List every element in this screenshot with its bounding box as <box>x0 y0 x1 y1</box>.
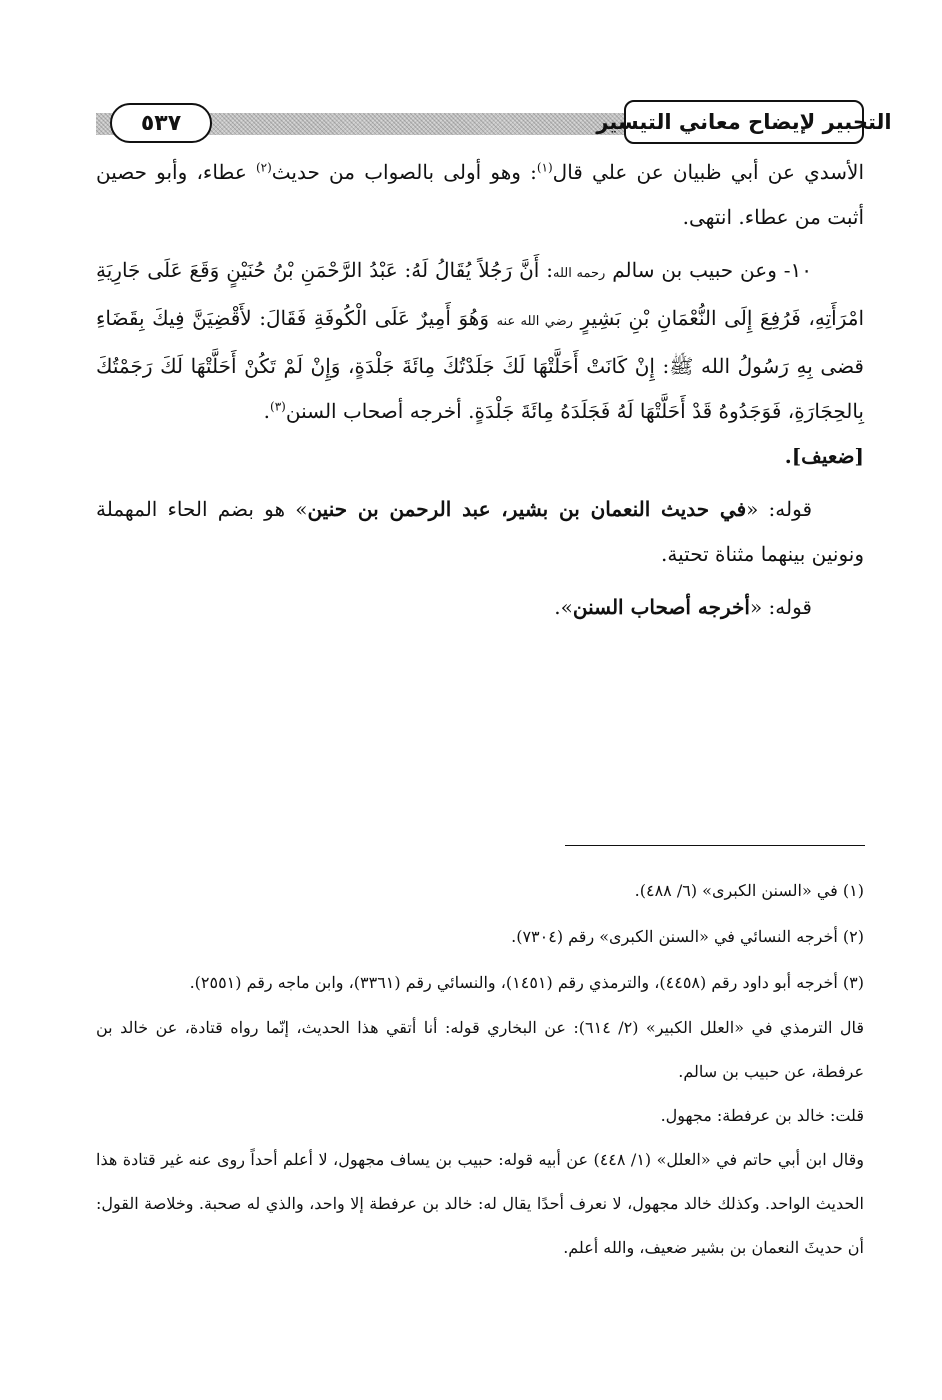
honorific-radiallahuanhu: رضي الله عنه <box>496 314 573 329</box>
continuation-text-1: الأسدي عن أبي ظبيان عن علي قال <box>552 160 865 184</box>
hadith-end: . <box>263 399 271 423</box>
page-header <box>96 100 892 148</box>
honorific-rahimahullah: رحمه الله <box>552 266 606 281</box>
commentary-paragraph-2 <box>96 585 864 630</box>
honorific-salawat: ﷺ <box>669 354 694 378</box>
main-text <box>96 150 864 630</box>
commentary-1-prefix: قوله: « <box>746 497 812 521</box>
hadith-text-2: وَهُوَ أَمِيرٌ عَلَى الْكُوفَةِ فَقَالَ: لأَقْضِيَنَّ فِيكَ بِقَضَاءِ قضى بِهِ رَسُولُ الله <box>96 306 864 378</box>
hadith-text-3: : إِنْ كَانَتْ أَحَلَّتْهَا لَكَ جَلَدْتُكَ مِائَةَ جَلْدَةٍ، وَإِنْ لَمْ تَكُنْ أَحَلَّتْهَا لَكَ رَجَمْتُكَ بِالحِجَارَةِ، فَوَجَدُوهُ قَدْ أَحَلَّتْهَا لَهُ فَجَلَدَهُ مِائَةَ جَلْدَةٍ. أخرجه أصحاب السنن <box>96 354 864 423</box>
footnotes <box>96 868 864 1270</box>
hadith-text-1: : أَنَّ رَجُلاً يُقَالُ لَهُ: عَبْدُ الرَّحْمَنِ بْنُ حُنَيْنٍ وَقَعَ عَلَى جَارِيَةِ امْرَأَتِهِ، فَرُفِعَ إِلَى النُّعْمَانِ بْنِ بَشِيرٍ <box>96 258 864 330</box>
footnote-1: (١) في «السنن الكبرى» (٦/ ٤٨٨). <box>634 881 864 900</box>
footnote-3-ibn-abi-hatim-note: وقال ابن أبي حاتم في «العلل» (١/ ٤٤٨) عن أبيه قوله: حبيب بن يساف مجهول، لا أعلم أحداً روى عنه غير قتادة هذا الحديث الواحد. وكذلك خالد مجهول، لا نعرف أحدًا يقال له: خالد بن عرفطة إلا واحد، والذي له صحبة. وخلاصة القول: أن حديثَ النعمان بن بشير ضعيف، والله أعلم. <box>96 1150 864 1257</box>
hadith-paragraph <box>96 248 864 434</box>
footnote-ref-2[interactable]: (٢) <box>255 160 272 175</box>
footnote-3-tirmidhi-note: قال الترمذي في «العلل الكبير» (٢/ ٦١٤): عن البخاري قوله: أنا أتقي هذا الحديث، إنّما رواه قتادة، عن خالد بن عرفطة، عن حبيب بن سالم. <box>96 1018 864 1081</box>
footnote-separator <box>565 845 865 846</box>
footnote-3-author-note: قلت: خالد بن عرفطة: مجهول. <box>660 1106 864 1125</box>
footnote-ref-1[interactable]: (١) <box>536 160 553 175</box>
book-title: التحبير لإيضاح معاني التيسير <box>624 100 864 144</box>
footnote-2: (٢) أخرجه النسائي في «السنن الكبرى» رقم (٧٣٠٤). <box>511 927 864 946</box>
commentary-paragraph-1 <box>96 487 864 577</box>
commentary-1-phrase: في حديث النعمان بن بشير، عبد الرحمن بن حنين <box>307 497 747 521</box>
footnote-3: (٣) أخرجه أبو داود رقم (٤٤٥٨)، والترمذي رقم (١٤٥١)، والنسائي رقم (٣٣٦١)، وابن ماجه رقم (٢٥٥١). <box>189 973 864 992</box>
commentary-1-suffix: » هو بضم الحاء المهملة ونونين بينهما مثناة تحتية. <box>96 497 864 566</box>
hadith-intro: ١٠- وعن حبيب بن سالم <box>605 258 813 282</box>
continuation-text-2: : وهو أولى بالصواب من حديث <box>271 160 537 184</box>
commentary-2-phrase: أخرجه أصحاب السنن <box>572 595 750 619</box>
hadith-grade: [ضعيف]. <box>784 444 864 468</box>
footnote-ref-3[interactable]: (٣) <box>270 399 286 414</box>
page-number: ٥٣٧ <box>110 103 212 143</box>
commentary-2-suffix: ». <box>554 595 573 619</box>
commentary-2-prefix: قوله: « <box>749 595 812 619</box>
continuation-paragraph <box>96 150 864 240</box>
continuation-text-3: عطاء، وأبو حصين أثبت من عطاء. انتهى. <box>96 160 864 229</box>
